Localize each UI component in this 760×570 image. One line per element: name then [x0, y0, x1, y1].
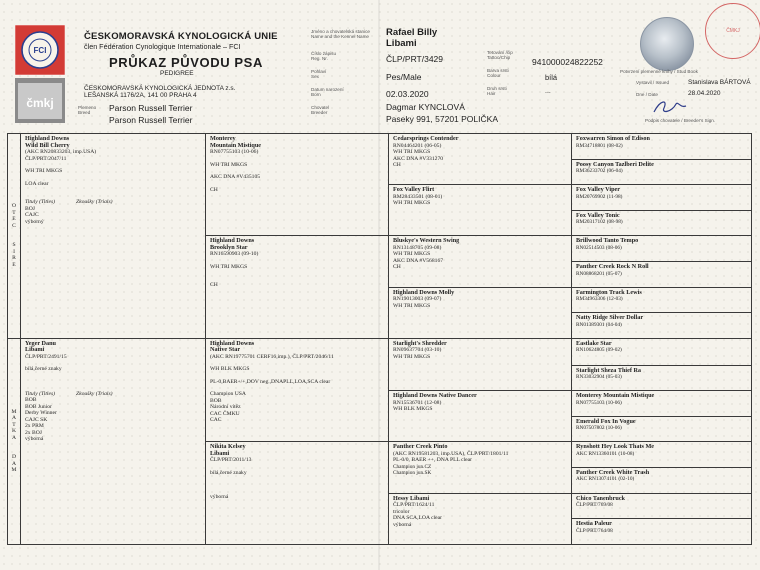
- breed-label: Plemeno Breed: [78, 105, 97, 116]
- gen4-cell-6: Panther Creek Rock N Roll RN08868201 (05-07): [572, 262, 752, 288]
- gen3-cell-6: Highland Downs Native Dancer RN15536701 (12-08) WH BLK MKGS: [389, 391, 572, 442]
- gen3-cell-7: Panther Creek Pinto (AKC RN19581203, imp.USA), ČLP/PRT/1801/11 PL-0/0, BAER ++, DNA PLL clear Champion jun.CZ Champion jun.SK: [389, 442, 572, 493]
- fci-cmkj-logo-icon: [15, 25, 65, 125]
- hair-label: Druh srsti Hair: [487, 86, 507, 97]
- hair-value: ...: [545, 88, 551, 95]
- sire-cell: Highland Downs Wild Bill Cherry (AKC RN20833203, imp.USA) ČLP/PRT/2047/11 WH TRI MKGS LOA clear Tituly (Titles) Zkoušky (Trials) BOJ CAJC výborný: [21, 134, 206, 339]
- gen3-cell-8: Hessy Libami ČLP/PRT/1624/11 tricolor DNA SCA,LOA clear výborná: [389, 493, 572, 544]
- name-label: Jméno a chovatelská stanice Name and the Kennel Name: [311, 29, 370, 40]
- sire-dam-cell: Highland Downs Brooklyn Star RN16590903 (09-10) WH TRI MKGS CH: [206, 236, 389, 338]
- colour-value: bílá: [545, 73, 558, 82]
- org-member: člen Fédération Cynologique Internationale – FCI: [84, 42, 241, 51]
- chip-number: 941000024822252: [532, 57, 603, 67]
- sire-side-label: O T E C S I R E: [8, 134, 21, 339]
- signature-icon: [650, 96, 690, 118]
- breeder-sign-label: Podpis chovatele / Breeder's Sign.: [645, 118, 716, 123]
- gen3-cell-5: Starlight's Shredder RN09637704 (03-10) WH TRI MKGS: [389, 338, 572, 390]
- gen3-cell-2: Fox Valley Flirt RM28433501 (08-01) WH TRI MKGS: [389, 185, 572, 236]
- red-stamp-icon: ČMKJ: [705, 3, 760, 59]
- gen4-cell-12: Emerald Fox In Vogue RN07507802 (10-06): [572, 416, 752, 442]
- doc-subtitle: PEDIGREE: [160, 70, 194, 77]
- gen4-cell-16: Hestia Paleur ČLP/PRT/764/08: [572, 519, 752, 545]
- dam-sire-cell: Highland Downs Native Star (AKC RN19775701 CERF16,imp.), ČLP/PRT/2046/11 WH BLK MKGS PL-0,BAER+/+,DOV neg.,DNAPLL,LOA,SCA clear Champion USA BOB Národní vítěz CAC ČMKU CAC: [206, 338, 389, 441]
- breed-cz: Parson Russell Terrier: [109, 103, 193, 113]
- birth-date: 02.03.2020: [386, 89, 429, 99]
- breeder-address: Paseky 991, 57201 POLIČKA: [386, 114, 498, 124]
- gen4-cell-3: Fox Valley Viper RM20769902 (11-98): [572, 185, 752, 211]
- gen3-cell-4: Highland Downs Molly RN19013003 (09-07) WH TRI MKGS: [389, 287, 572, 338]
- issue-date: 28.04.2020: [688, 90, 721, 97]
- gen3-cell-1: Cedarsprings Contender RN04464201 (06-05) WH TRI MKGS AKC DNA #V331270 CH: [389, 134, 572, 185]
- gen4-cell-1: Foxwarren Simon of Edison RM34718801 (08-02): [572, 134, 752, 160]
- colour-label: Barva srsti Colour: [487, 68, 509, 79]
- gen4-cell-13: Rynshott Hey Look Thats Me AKC RN13360101 (10-08): [572, 442, 752, 468]
- sire-sire-cell: Monterey Mountain Mistique RN07755103 (10-06) WH TRI MKGS AKC DNA #V435105 CH: [206, 134, 389, 236]
- gen3-cell-3: Bluskye's Western Swing RN13148705 (09-08) WH TRI MKGS AKC DNA #V568167 CH: [389, 236, 572, 287]
- birth-label: Datum narození Born: [311, 87, 344, 98]
- issued-by: Stanislava BÁRTOVÁ: [688, 79, 751, 86]
- dam-cell: Yeger Danu Libami ČLP/PRT/2491/15 bílá,černé znaky Tituly (Titles) Zkoušky (Trials) BOB BOB Junior Derby Winner CAJC SK 2x PRM 2x BOJ výborná: [21, 338, 206, 544]
- reg-number: ČLP/PRT/3429: [386, 54, 444, 64]
- gen4-cell-9: Eastlake Star RN10624805 (09-02): [572, 338, 752, 365]
- org-name: ČESKOMORAVSKÁ KYNOLOGICKÁ UNIE: [84, 31, 278, 42]
- pedigree-table: [7, 133, 752, 545]
- dog-name: Rafael Billy Libami: [386, 27, 438, 49]
- dam-side-label: M A T K A D A M: [8, 338, 21, 544]
- gen4-cell-11: Monterey Mountain Mistique RN07755103 (10-06): [572, 391, 752, 417]
- chip-label: Tetování /čip Tattoo/Chip: [487, 50, 513, 61]
- breeder-name: Dagmar KYNCLOVÁ: [386, 102, 465, 112]
- sex-value: Pes/Male: [386, 72, 422, 82]
- club-address: LEŠANSKÁ 1176/2A, 141 00 PRAHA 4: [84, 92, 197, 99]
- gen4-cell-15: Chico Tanenbruck ČLP/PRT/769/08: [572, 493, 752, 519]
- svg-text:FCI: FCI: [33, 46, 47, 55]
- breeder-label: Chovatel Breeder: [311, 105, 330, 116]
- breed-en: Parson Russell Terrier: [109, 115, 193, 125]
- regno-label: Číslo zápisu Reg. Nr.: [311, 51, 337, 62]
- sex-label: Pohlaví Sex: [311, 69, 327, 80]
- gen4-cell-4: Fox Valley Tonic RM20317102 (08-98): [572, 210, 752, 236]
- gen4-cell-8: Natty Ridge Silver Dollar RN01389301 (04-04): [572, 313, 752, 339]
- club-name: ČESKOMORAVSKÁ KYNOLOGICKÁ JEDNOTA z.s.: [84, 85, 236, 92]
- gen4-cell-14: Panther Creek White Trash AKC RN13074101 (02-10): [572, 467, 752, 493]
- dam-dam-cell: Nikita Kelsey Libami ČLP/PRT/2011/13 bílá,černé znaky výborná: [206, 442, 389, 545]
- svg-text:čmkj: čmkj: [26, 96, 54, 110]
- doc-title: PRŮKAZ PŮVODU PSA: [109, 55, 263, 70]
- gen4-cell-10: Starlight Sheza Thief Ra RN33032904 (05-03): [572, 365, 752, 391]
- stud-book-seal-icon: [640, 17, 694, 71]
- stud-book-label: Potvrzení plemenné knihy / Stud Book: [620, 69, 698, 74]
- issued-label: Vystavil / Issued: [636, 80, 670, 85]
- date-label: Dne / Date: [636, 92, 658, 97]
- gen4-cell-5: Brillwood Tanto Tempo RN02514503 (08-06): [572, 236, 752, 262]
- gen4-cell-7: Farmington Track Lewis RM34963306 (12-03): [572, 287, 752, 313]
- gen4-cell-2: Poosy Canyon Tazlberi Delite RM36233702 (06-04): [572, 159, 752, 185]
